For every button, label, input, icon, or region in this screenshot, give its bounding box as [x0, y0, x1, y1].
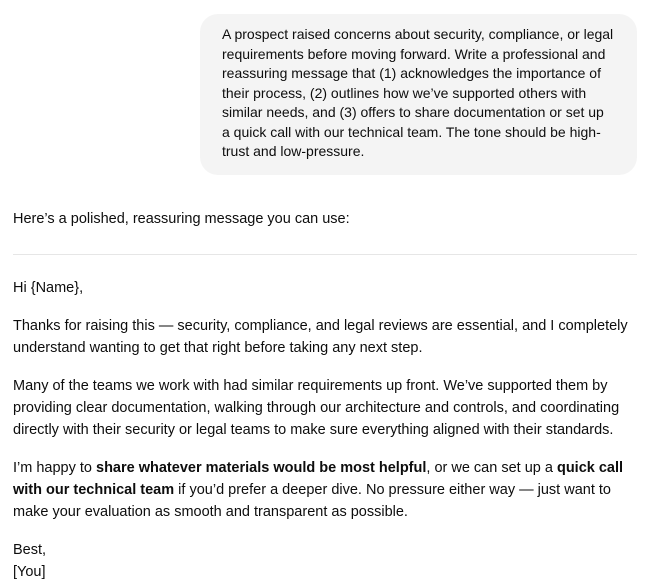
email-signature: [You]	[13, 563, 46, 580]
user-message-text: A prospect raised concerns about security, compliance, or legal requirements before moving forward. Write a professional and reassuring message that (1) acknowledges the importance of their process, (2) outlines how we’ve supported others with similar needs, and (3) offers to share documentation or set up a quick call with our technical team. The tone should be high-trust and low-pressure.	[222, 26, 614, 159]
email-paragraph-2: Many of the teams we work with had similar requirements up front. We’ve supported them by providing clear documentation, walking through our architecture and controls, and coordinating directly with their security or legal teams to make sure everything aligned with their standards.	[13, 377, 620, 438]
assistant-message	[0, 208, 650, 583]
email-signoff: Best,	[13, 541, 47, 558]
email-paragraph-3-text: , or we can set up a	[426, 459, 557, 476]
assistant-intro: Here’s a polished, reassuring message you can use:	[13, 210, 350, 227]
user-message-row	[0, 0, 650, 175]
email-paragraph-3-text: I’m happy to	[13, 459, 97, 476]
email-paragraph-3-bold-call: quick call with our technical team	[13, 459, 624, 498]
email-paragraph-1: Thanks for raising this — security, compliance, and legal reviews are essential, and I completely understand wanting to get that right before taking any next step.	[13, 317, 628, 356]
email-signoff-block	[13, 539, 637, 583]
user-message-bubble	[200, 14, 637, 175]
message-divider	[13, 254, 637, 255]
email-paragraph-3-bold-materials: share whatever materials would be most helpful	[96, 459, 427, 476]
email-greeting: Hi {Name},	[13, 279, 84, 296]
email-paragraph-3-text: if you’d prefer a deeper dive. No pressure either way — just want to make your evaluation as smooth and transparent as possible.	[13, 481, 611, 520]
email-paragraph-3	[13, 457, 637, 523]
